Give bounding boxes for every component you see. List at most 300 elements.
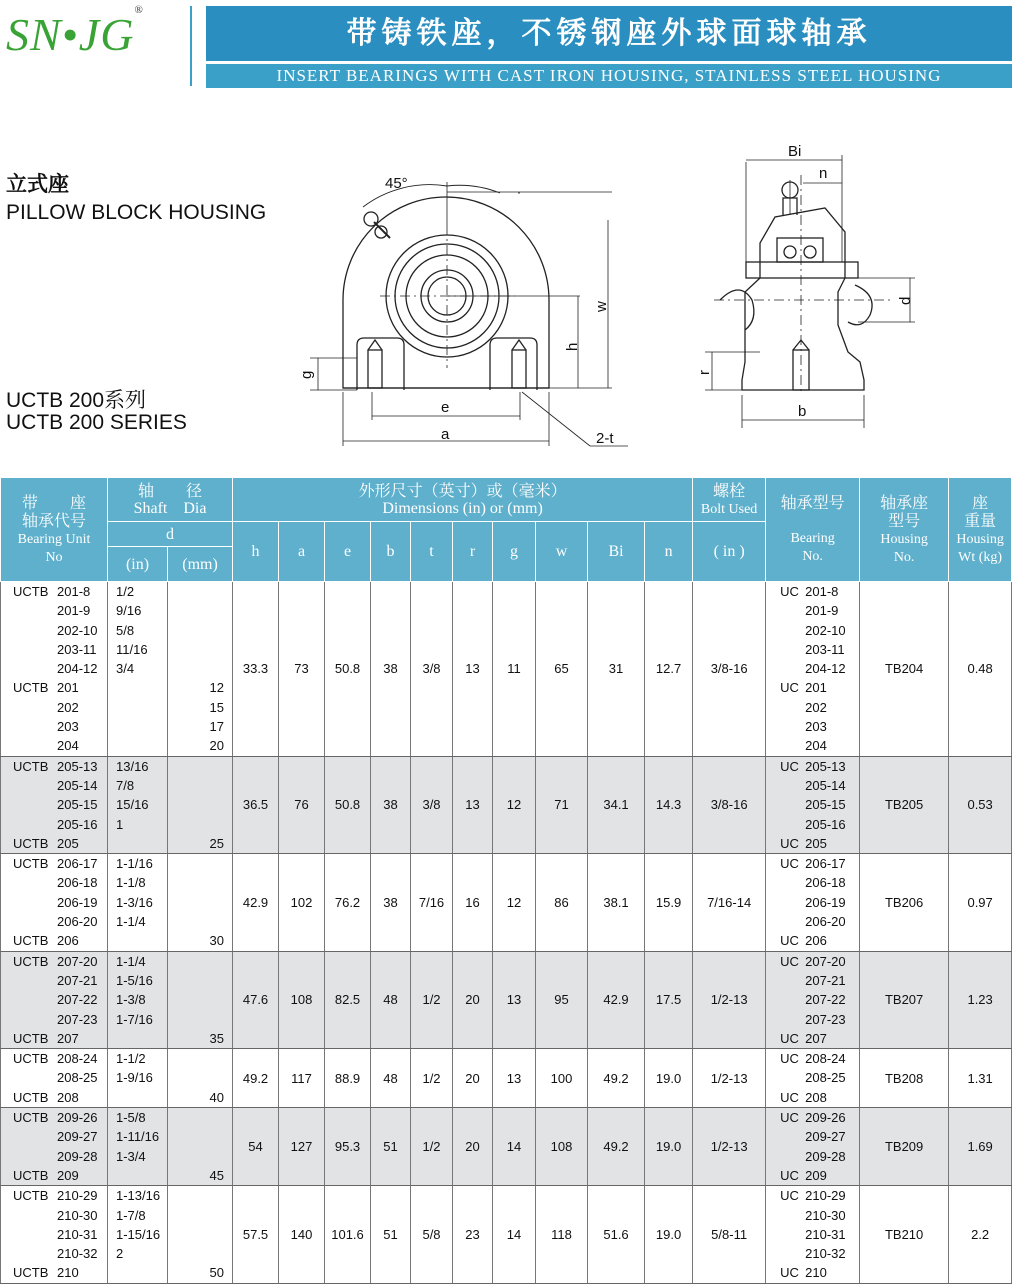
shaft-mm-lines bbox=[168, 1186, 224, 1282]
dim-t: 5/8 bbox=[411, 1186, 453, 1283]
dim-bi: 34.1 bbox=[588, 756, 645, 853]
unit-number-line bbox=[13, 776, 107, 795]
dim-e: 76.2 bbox=[325, 854, 371, 951]
shaft-inch bbox=[108, 1108, 168, 1186]
unit-number-lines bbox=[13, 757, 107, 853]
unit-code: 201-8 bbox=[57, 584, 91, 599]
table-row bbox=[1, 1049, 1012, 1108]
bearing-prefix: UC bbox=[780, 1110, 799, 1126]
housing-weight: 2.2 bbox=[949, 1186, 1012, 1283]
bearing-number-line bbox=[780, 1263, 859, 1282]
unit-number-line bbox=[13, 678, 107, 697]
shaft-mm-line bbox=[168, 1127, 224, 1146]
dim-r: 16 bbox=[453, 854, 493, 951]
bearing-number-line bbox=[780, 971, 859, 990]
header-unit-en: Bearing Unit No bbox=[17, 531, 91, 565]
dim-t: 1/2 bbox=[411, 951, 453, 1048]
shaft-inch bbox=[108, 854, 168, 951]
dim-n: 15.9 bbox=[645, 854, 693, 951]
dim-w: 118 bbox=[536, 1186, 588, 1283]
header-housing-en: Housing No. bbox=[880, 531, 928, 565]
label-angle: 45° bbox=[385, 175, 408, 192]
unit-number bbox=[1, 1049, 108, 1108]
bearing-code: 210-29 bbox=[805, 1188, 846, 1204]
bearing-number-line bbox=[780, 717, 859, 736]
dim-a: 108 bbox=[279, 951, 325, 1048]
bearing-prefix: UC bbox=[780, 933, 799, 949]
shaft-inch-line: 1-1/2 bbox=[116, 1051, 146, 1067]
bearing-number-line bbox=[780, 952, 859, 971]
shaft-inch-line: 1-15/16 bbox=[116, 1226, 161, 1242]
dim-bi: 51.6 bbox=[588, 1186, 645, 1283]
unit-code: 201-9 bbox=[57, 603, 91, 619]
bearing-number-lines bbox=[780, 1186, 859, 1282]
housing-weight: 1.69 bbox=[949, 1108, 1012, 1186]
header-dim-t: t bbox=[411, 522, 453, 582]
shaft-mm-line: 45 bbox=[209, 1167, 225, 1183]
header-shaft-cn: 轴 径 bbox=[138, 481, 203, 500]
bearing-prefix: UC bbox=[780, 1167, 799, 1183]
unit-number-line bbox=[13, 854, 107, 873]
unit-number-line bbox=[13, 659, 107, 678]
shaft-mm-line bbox=[168, 912, 224, 931]
header-weight bbox=[949, 478, 1012, 582]
dim-e: 95.3 bbox=[325, 1108, 371, 1186]
bearing-number-line bbox=[780, 931, 859, 950]
bearing-number-lines bbox=[780, 1108, 859, 1185]
unit-number-line bbox=[13, 717, 107, 736]
dim-a: 73 bbox=[279, 582, 325, 757]
unit-number-lines bbox=[13, 854, 107, 950]
header-dim-n: n bbox=[645, 522, 693, 582]
bearing-code: 205-15 bbox=[805, 797, 846, 813]
bearing-number-line bbox=[780, 698, 859, 717]
unit-code: 207-20 bbox=[57, 953, 98, 969]
dim-w: 71 bbox=[536, 756, 588, 853]
bearing-code: 209-26 bbox=[805, 1110, 846, 1126]
dim-e: 88.9 bbox=[325, 1049, 371, 1108]
unit-number-line bbox=[13, 931, 107, 950]
unit-code: 209 bbox=[57, 1167, 79, 1183]
dim-g: 12 bbox=[493, 756, 536, 853]
unit-code: 202-10 bbox=[57, 622, 98, 638]
header-shaft bbox=[108, 478, 233, 522]
dim-b: 51 bbox=[371, 1108, 411, 1186]
bolt-used: 1/2-13 bbox=[693, 1108, 766, 1186]
unit-number bbox=[1, 756, 108, 853]
bearing-code: 210-31 bbox=[805, 1226, 846, 1242]
shaft-inch-lines bbox=[116, 1049, 167, 1107]
dim-bi: 49.2 bbox=[588, 1049, 645, 1108]
unit-number-line bbox=[13, 795, 107, 814]
shaft-mm-line bbox=[168, 1068, 224, 1087]
unit-code: 208 bbox=[57, 1089, 79, 1105]
housing-number: TB207 bbox=[860, 951, 949, 1048]
bearing-number-line bbox=[780, 1147, 859, 1166]
shaft-inch bbox=[108, 1186, 168, 1283]
bearing-code: 209 bbox=[805, 1167, 827, 1183]
shaft-mm-line: 20 bbox=[209, 738, 225, 754]
unit-number-lines bbox=[13, 582, 107, 756]
unit-number-line bbox=[13, 1088, 107, 1107]
bearing-prefix: UC bbox=[780, 758, 799, 774]
dimensions-table bbox=[0, 477, 1012, 1284]
label-g: g bbox=[298, 370, 315, 379]
bearing-code: 206 bbox=[805, 933, 827, 949]
unit-number-line bbox=[13, 640, 107, 659]
dim-b: 48 bbox=[371, 1049, 411, 1108]
shaft-mm-line: 50 bbox=[209, 1265, 225, 1281]
bearing-code: 207-20 bbox=[805, 953, 846, 969]
bearing-code: 204 bbox=[805, 738, 827, 754]
label-d: d bbox=[897, 296, 914, 305]
shaft-inch-line: 1-13/16 bbox=[116, 1188, 161, 1204]
unit-prefix: UCTB bbox=[13, 1110, 49, 1126]
unit-prefix: UCTB bbox=[13, 758, 49, 774]
bearing-code: 206-18 bbox=[805, 875, 846, 891]
unit-code: 208-24 bbox=[57, 1051, 98, 1067]
shaft-mm-line bbox=[168, 1186, 224, 1205]
shaft-inch-line: 1-3/8 bbox=[116, 992, 146, 1008]
shaft-mm-line bbox=[168, 971, 224, 990]
bearing-code: 208-25 bbox=[805, 1070, 846, 1086]
dim-r: 20 bbox=[453, 1049, 493, 1108]
bearing-number bbox=[766, 951, 860, 1048]
shaft-inch-line: 1-5/8 bbox=[116, 1110, 146, 1126]
bolt-used: 1/2-13 bbox=[693, 1049, 766, 1108]
unit-number-line bbox=[13, 601, 107, 620]
shaft-inch-line: 3/4 bbox=[116, 661, 135, 677]
shaft-inch-lines bbox=[116, 1108, 167, 1185]
shaft-inch-line: 1-7/8 bbox=[116, 1207, 146, 1223]
unit-number-line bbox=[13, 1068, 107, 1087]
unit-number-line bbox=[13, 1108, 107, 1127]
shaft-inch-line: 11/16 bbox=[116, 641, 148, 657]
bearing-number-line bbox=[780, 990, 859, 1009]
bearing-code: 201-9 bbox=[805, 603, 839, 619]
dim-g: 11 bbox=[493, 582, 536, 757]
unit-code: 208-25 bbox=[57, 1070, 98, 1086]
unit-code: 206-19 bbox=[57, 894, 98, 910]
shaft-inch-line: 9/16 bbox=[116, 603, 142, 619]
bearing-number-line bbox=[780, 795, 859, 814]
label-r: r bbox=[696, 370, 713, 375]
unit-number-line bbox=[13, 582, 107, 601]
unit-code: 210-29 bbox=[57, 1188, 98, 1204]
unit-code: 210-32 bbox=[57, 1246, 98, 1262]
technical-drawing bbox=[0, 0, 1013, 470]
unit-code: 207-21 bbox=[57, 972, 98, 988]
dim-t: 1/2 bbox=[411, 1108, 453, 1186]
dim-g: 13 bbox=[493, 1049, 536, 1108]
shaft-inch-line: 1-3/4 bbox=[116, 1148, 146, 1164]
bearing-number-line bbox=[780, 776, 859, 795]
unit-code: 206-18 bbox=[57, 875, 98, 891]
unit-number bbox=[1, 854, 108, 951]
shaft-inch-line bbox=[116, 717, 167, 736]
bearing-number-lines bbox=[780, 1049, 859, 1107]
unit-number-line bbox=[13, 815, 107, 834]
bearing-prefix: UC bbox=[780, 835, 799, 851]
header-mm: (mm) bbox=[168, 547, 233, 582]
page-subtitle: INSERT BEARINGS WITH CAST IRON HOUSING, STAINLESS STEEL HOUSING bbox=[206, 64, 1012, 88]
bearing-number-line bbox=[780, 893, 859, 912]
header-shaft-en: Shaft Dia bbox=[133, 500, 207, 517]
housing-number: TB209 bbox=[860, 1108, 949, 1186]
shaft-mm bbox=[168, 1108, 233, 1186]
bearing-number-lines bbox=[780, 757, 859, 853]
shaft-inch-line: 5/8 bbox=[116, 622, 135, 638]
dim-bi: 49.2 bbox=[588, 1108, 645, 1186]
side-view bbox=[705, 155, 915, 428]
shaft-inch-line bbox=[116, 1263, 167, 1282]
bolt-used: 5/8-11 bbox=[693, 1186, 766, 1283]
bearing-prefix: UC bbox=[780, 1051, 799, 1067]
unit-code: 204-12 bbox=[57, 661, 98, 677]
unit-number-line bbox=[13, 1166, 107, 1185]
header-dims-cn: 外形尺寸（英寸）或（毫米） bbox=[358, 481, 567, 500]
header-d: d bbox=[108, 522, 233, 547]
unit-number bbox=[1, 1186, 108, 1283]
bearing-number bbox=[766, 1108, 860, 1186]
dim-g: 14 bbox=[493, 1108, 536, 1186]
bearing-code: 207-23 bbox=[805, 1011, 846, 1027]
header-dim-h: h bbox=[233, 522, 279, 582]
bearing-number-line bbox=[780, 1088, 859, 1107]
dim-r: 13 bbox=[453, 582, 493, 757]
shaft-inch-line: 1-1/4 bbox=[116, 953, 146, 969]
bolt-used: 3/8-16 bbox=[693, 582, 766, 757]
bearing-number-line bbox=[780, 582, 859, 601]
bearing-number-line bbox=[780, 1225, 859, 1244]
dim-b: 38 bbox=[371, 854, 411, 951]
housing-weight: 1.31 bbox=[949, 1049, 1012, 1108]
bearing-code: 210 bbox=[805, 1265, 827, 1281]
shaft-inch-line bbox=[116, 698, 167, 717]
table-row bbox=[1, 1108, 1012, 1186]
shaft-inch bbox=[108, 1049, 168, 1108]
unit-code: 206-20 bbox=[57, 914, 98, 930]
dim-a: 140 bbox=[279, 1186, 325, 1283]
unit-number-line bbox=[13, 1127, 107, 1146]
shaft-mm-line: 35 bbox=[209, 1030, 225, 1046]
label-h: h bbox=[564, 342, 581, 351]
section-title-cn: 立式座 bbox=[6, 172, 69, 196]
section-title-en: PILLOW BLOCK HOUSING bbox=[6, 201, 267, 224]
unit-code: 207-22 bbox=[57, 992, 98, 1008]
bearing-number-lines bbox=[780, 854, 859, 950]
table-row bbox=[1, 582, 1012, 757]
shaft-mm bbox=[168, 582, 233, 757]
bearing-number bbox=[766, 1186, 860, 1283]
shaft-inch-line: 1-11/16 bbox=[116, 1129, 160, 1145]
shaft-inch bbox=[108, 951, 168, 1048]
bearing-number-line bbox=[780, 1029, 859, 1048]
header-dim-b: b bbox=[371, 522, 411, 582]
bearing-code: 206-20 bbox=[805, 914, 846, 930]
unit-prefix: UCTB bbox=[13, 933, 49, 949]
bolt-used: 3/8-16 bbox=[693, 756, 766, 853]
label-t: 2-t bbox=[596, 430, 614, 447]
unit-number-line bbox=[13, 698, 107, 717]
shaft-mm-lines bbox=[168, 952, 224, 1048]
housing-number: TB210 bbox=[860, 1186, 949, 1283]
bearing-prefix: UC bbox=[780, 1188, 799, 1204]
shaft-mm-line bbox=[168, 1147, 224, 1166]
unit-code: 204 bbox=[57, 738, 79, 754]
unit-number-line bbox=[13, 757, 107, 776]
bearing-number-line bbox=[780, 1010, 859, 1029]
bearing-number-line bbox=[780, 601, 859, 620]
header-bolt-en: Bolt Used bbox=[700, 501, 758, 517]
unit-prefix: UCTB bbox=[13, 1188, 49, 1204]
header-dim-e: e bbox=[325, 522, 371, 582]
shaft-mm-line bbox=[168, 873, 224, 892]
shaft-mm-lines bbox=[168, 854, 224, 950]
unit-number-line bbox=[13, 1147, 107, 1166]
shaft-inch-lines bbox=[116, 1186, 167, 1282]
bearing-code: 206-19 bbox=[805, 894, 846, 910]
header-housing bbox=[860, 478, 949, 582]
dim-w: 108 bbox=[536, 1108, 588, 1186]
shaft-mm-line: 15 bbox=[209, 699, 225, 715]
unit-number-line bbox=[13, 834, 107, 853]
header-weight-cn: 座 重量 bbox=[964, 492, 997, 530]
unit-number-lines bbox=[13, 1108, 107, 1185]
unit-number-line bbox=[13, 971, 107, 990]
bearing-code: 209-28 bbox=[805, 1148, 846, 1164]
header-inch: (in) bbox=[108, 547, 168, 582]
table-body bbox=[1, 582, 1012, 1284]
dim-g: 12 bbox=[493, 854, 536, 951]
bearing-code: 205-13 bbox=[805, 758, 846, 774]
shaft-inch-line: 1-1/4 bbox=[116, 914, 146, 930]
dim-n: 17.5 bbox=[645, 951, 693, 1048]
unit-code: 207 bbox=[57, 1030, 79, 1046]
shaft-inch-line: 1-3/16 bbox=[116, 894, 153, 910]
shaft-inch-line: 2 bbox=[116, 1246, 124, 1262]
header-dims-en: Dimensions (in) or (mm) bbox=[382, 500, 543, 517]
header-bolt-unit: ( in ) bbox=[693, 522, 766, 582]
header-dim-a: a bbox=[279, 522, 325, 582]
bearing-code: 208 bbox=[805, 1089, 827, 1105]
unit-prefix: UCTB bbox=[13, 835, 49, 851]
housing-number: TB204 bbox=[860, 582, 949, 757]
bearing-number bbox=[766, 854, 860, 951]
shaft-inch-line bbox=[116, 931, 167, 950]
shaft-mm-lines bbox=[168, 757, 224, 853]
page-title: 带铸铁座，不锈钢座外球面球轴承 bbox=[206, 6, 1012, 61]
shaft-inch-lines bbox=[116, 952, 167, 1048]
dim-a: 117 bbox=[279, 1049, 325, 1108]
header-unit-cn: 带 座 轴承代号 bbox=[21, 492, 86, 530]
unit-number-line bbox=[13, 621, 107, 640]
unit-code: 210 bbox=[57, 1265, 79, 1281]
unit-number-line bbox=[13, 1049, 107, 1068]
bearing-number-line bbox=[780, 640, 859, 659]
bearing-code: 205-16 bbox=[805, 816, 846, 832]
bearing-code: 207 bbox=[805, 1030, 827, 1046]
unit-code: 210-30 bbox=[57, 1207, 98, 1223]
dim-a: 127 bbox=[279, 1108, 325, 1186]
bearing-number-lines bbox=[780, 952, 859, 1048]
shaft-inch-line: 15/16 bbox=[116, 797, 149, 813]
unit-code: 203 bbox=[57, 719, 79, 735]
dim-w: 100 bbox=[536, 1049, 588, 1108]
unit-prefix: UCTB bbox=[13, 680, 49, 696]
dim-n: 19.0 bbox=[645, 1108, 693, 1186]
header-bolt bbox=[693, 478, 766, 522]
bearing-number-line bbox=[780, 815, 859, 834]
unit-number-line bbox=[13, 1029, 107, 1048]
bearing-number-line bbox=[780, 621, 859, 640]
unit-code: 206 bbox=[57, 933, 79, 949]
unit-code: 209-26 bbox=[57, 1110, 98, 1126]
header-dim-g: g bbox=[493, 522, 536, 582]
unit-code: 203-11 bbox=[57, 641, 97, 657]
dim-n: 12.7 bbox=[645, 582, 693, 757]
header-bearing-en: Bearing No. bbox=[790, 531, 835, 564]
brand-logo: SN•JG® bbox=[6, 4, 144, 60]
shaft-mm-line: 25 bbox=[209, 835, 225, 851]
shaft-mm-line bbox=[168, 795, 224, 814]
unit-number-line bbox=[13, 1206, 107, 1225]
bearing-code: 203-11 bbox=[805, 641, 845, 657]
bearing-number-line bbox=[780, 736, 859, 755]
series-title-cn: UCTB 200系列 bbox=[6, 389, 147, 412]
shaft-inch-line: 1-1/8 bbox=[116, 875, 146, 891]
shaft-mm bbox=[168, 1186, 233, 1283]
table-row bbox=[1, 854, 1012, 951]
unit-number-line bbox=[13, 952, 107, 971]
shaft-mm bbox=[168, 756, 233, 853]
shaft-inch-line: 7/8 bbox=[116, 777, 135, 793]
dim-n: 19.0 bbox=[645, 1049, 693, 1108]
unit-code: 201 bbox=[57, 680, 79, 696]
bearing-code: 208-24 bbox=[805, 1051, 846, 1067]
unit-code: 205 bbox=[57, 835, 79, 851]
shaft-mm-lines bbox=[168, 1108, 224, 1185]
unit-prefix: UCTB bbox=[13, 856, 49, 872]
dim-b: 38 bbox=[371, 582, 411, 757]
bearing-number bbox=[766, 582, 860, 757]
dim-b: 48 bbox=[371, 951, 411, 1048]
bearing-number-line bbox=[780, 1166, 859, 1185]
dim-g: 13 bbox=[493, 951, 536, 1048]
shaft-mm-line bbox=[168, 1108, 224, 1127]
bearing-code: 210-30 bbox=[805, 1207, 846, 1223]
header-weight-en: Housing Wt (kg) bbox=[956, 531, 1004, 565]
bearing-number-line bbox=[780, 1049, 859, 1068]
shaft-inch-lines bbox=[116, 757, 167, 853]
dim-e: 101.6 bbox=[325, 1186, 371, 1283]
unit-code: 205-15 bbox=[57, 797, 98, 813]
bearing-prefix: UC bbox=[780, 680, 799, 696]
header-dim-r: r bbox=[453, 522, 493, 582]
shaft-inch-line bbox=[116, 678, 167, 697]
unit-number bbox=[1, 582, 108, 757]
shaft-mm-line bbox=[168, 757, 224, 776]
dim-w: 95 bbox=[536, 951, 588, 1048]
shaft-inch bbox=[108, 582, 168, 757]
shaft-inch-lines bbox=[116, 854, 167, 950]
shaft-inch-line: 1-7/16 bbox=[116, 1011, 153, 1027]
shaft-inch-line: 1-9/16 bbox=[116, 1070, 153, 1086]
bearing-number-line bbox=[780, 1108, 859, 1127]
unit-number-line bbox=[13, 1244, 107, 1263]
unit-code: 209-27 bbox=[57, 1129, 98, 1145]
dim-n: 14.3 bbox=[645, 756, 693, 853]
